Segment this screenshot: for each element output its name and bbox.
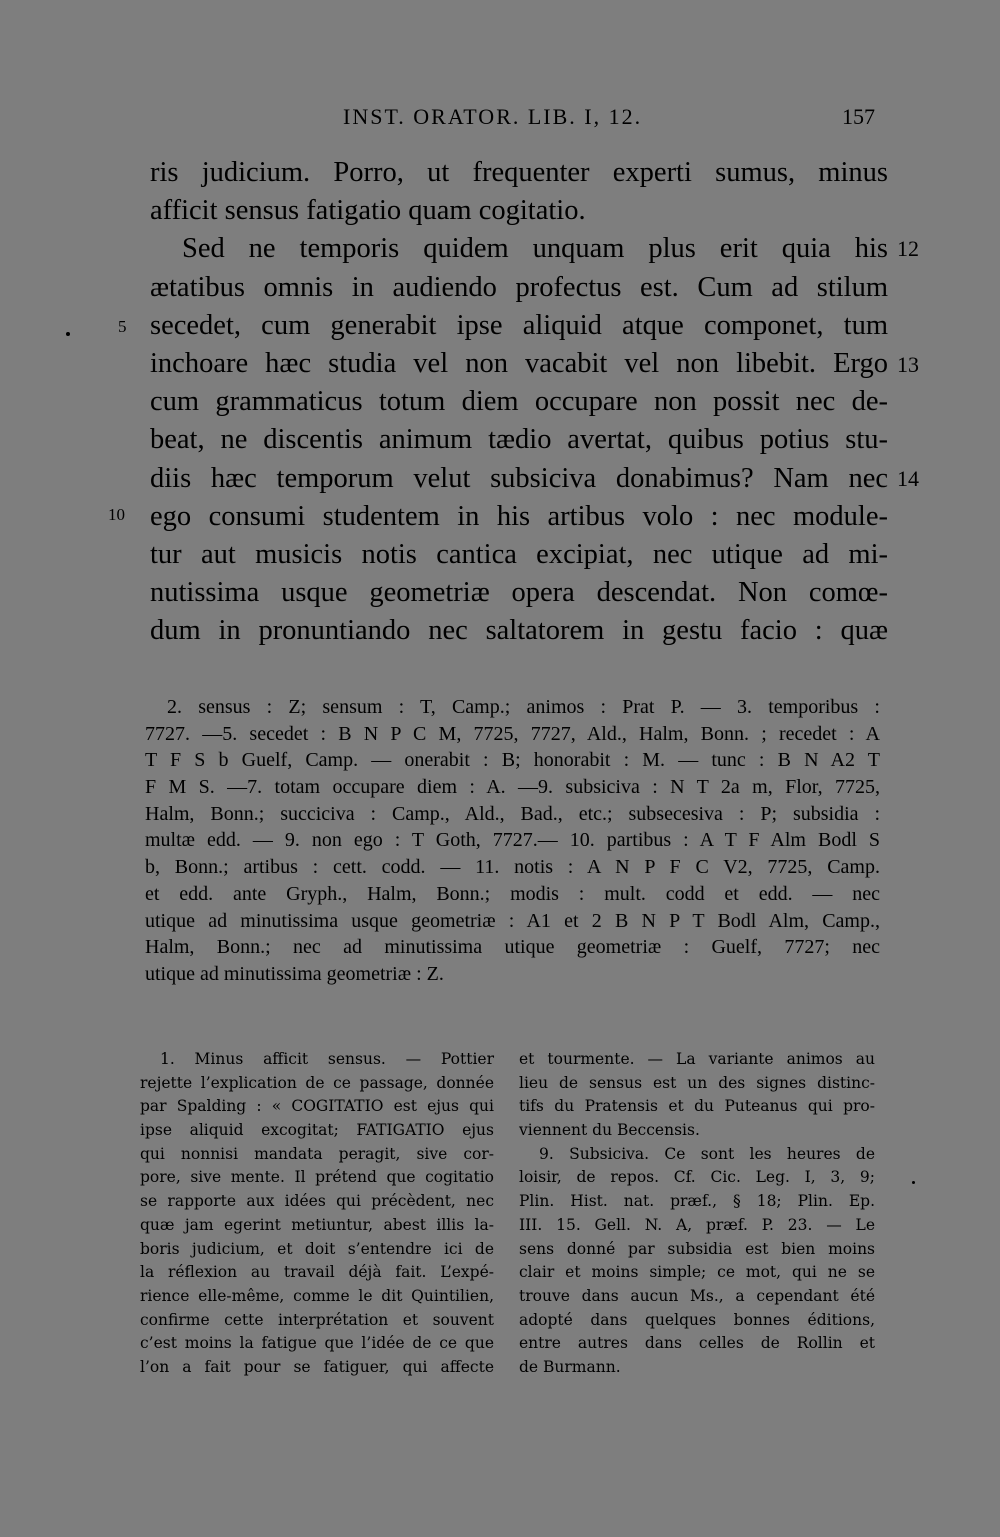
running-title: INST. ORATOR. LIB. I, 12. (343, 104, 643, 129)
apparatus-line: utique ad minutissima geometriæ : Z. (145, 962, 444, 985)
apparatus-line: Halm, Bonn.; nec ad minutissima utique geometriæ : Guelf, 7727; nec (145, 936, 880, 959)
apparatus-line: et edd. ante Gryph., Halm, Bonn.; modis : mult. codd et edd. — nec (145, 882, 880, 905)
apparatus-line: b, Bonn.; artibus : cett. codd. — 11. notis : A N P F C V2, 7725, Camp. (145, 856, 880, 879)
note-line: clair et moins simple; ce mot, qui ne se (519, 1263, 875, 1282)
running-header (343, 104, 875, 136)
text-line: inchoare hæc studia vel non vacabit vel non libebit. Ergo (150, 347, 888, 379)
line-number: 5 (118, 317, 127, 336)
text-line: cum grammaticus totum diem occupare non possit nec de- (150, 386, 888, 418)
note-line: Plin. Hist. nat. præf., § 18; Plin. Ep. (519, 1192, 875, 1211)
note-line: trouve dans aucun Ms., a cependant été (519, 1286, 875, 1305)
commentary-right-column (519, 1048, 875, 1380)
note-line: ipse aliquid excogitat; FATIGATIO ejus (140, 1121, 494, 1140)
text-line: afficit sensus fatigatio quam cogitatio. (150, 195, 586, 227)
note-line: sens donné par subsidia est bien moins (519, 1239, 875, 1258)
main-latin-text (150, 154, 888, 650)
note-line: loisir, de repos. Cf. Cic. Leg. I, 3, 9; (519, 1168, 875, 1187)
margin-mark (66, 332, 70, 336)
note-line: qui nonnisi mandata peragit, sive cor- (140, 1144, 494, 1163)
text-line: Sed ne temporis quidem unquam plus erit quia his (182, 233, 888, 265)
note-line: rience elle-même, comme le dit Quintilien, (140, 1286, 494, 1305)
critical-apparatus (145, 694, 880, 988)
note-line: confirme cette interprétation et souvent (140, 1310, 494, 1329)
commentary-left-column (140, 1048, 494, 1380)
page-number: 157 (842, 104, 875, 129)
apparatus-line: Halm, Bonn.; succiciva : Camp., Ald., Bad., etc.; subsecesiva : P; subsidia : (145, 802, 880, 825)
note-line: quæ jam egerint metiuntur, abest illis la- (140, 1215, 494, 1234)
section-number: 14 (897, 466, 919, 491)
note-line: par Spalding : « COGITATIO est ejus qui (140, 1097, 494, 1116)
note-line: 9. Subsiciva. Ce sont les heures de (539, 1144, 875, 1163)
section-number: 13 (897, 352, 919, 377)
line-number: 10 (108, 505, 125, 524)
note-line: adopté dans quelques bonnes éditions, (519, 1310, 875, 1329)
section-number: 12 (897, 236, 919, 261)
apparatus-line: multæ edd. — 9. non ego : T Goth, 7727.— 10. partibus : A T F Alm Bodl S (145, 829, 880, 852)
note-line: 1. Minus afficit sensus. — Pottier (160, 1050, 494, 1068)
text-line: dum in pronuntiando nec saltatorem in gestu facio : quæ (150, 615, 888, 647)
note-line: rejette l’explication de ce passage, donnée (140, 1073, 494, 1092)
apparatus-line: 7727. —5. secedet : B N P C M, 7725, 7727, Ald., Halm, Bonn. ; recedet : A (145, 722, 880, 745)
text-line: ætatibus omnis in audiendo profectus est. Cum ad stilum (150, 271, 888, 303)
text-line: nutissima usque geometriæ opera descendat. Non comœ- (150, 577, 888, 609)
note-line: se rapporte aux idées qui précèdent, nec (140, 1192, 494, 1211)
text-line: ris judicium. Porro, ut frequenter experti sumus, minus (150, 157, 888, 188)
text-line: tur aut musicis notis cantica excipiat, nec utique ad mi- (150, 538, 888, 570)
text-line: secedet, cum generabit ipse aliquid atque componet, tum (150, 309, 888, 341)
text-line: diis hæc temporum velut subsiciva donabimus? Nam nec (150, 462, 888, 494)
note-line: III. 15. Gell. N. A, præf. P. 23. — Le (519, 1215, 875, 1234)
note-line: entre autres dans celles de Rollin et (519, 1334, 875, 1353)
note-line: viennent du Beccensis. (519, 1121, 700, 1140)
note-line: la réflexion au travail déjà fait. L’expé- (140, 1263, 494, 1282)
note-line: boris judicium, et doit s’entendre ici de (140, 1239, 494, 1258)
apparatus-line: T F S b Guelf, Camp. — onerabit : B; honorabit : M. — tunc : B N A2 T (145, 749, 880, 772)
note-line: de Burmann. (519, 1357, 621, 1376)
note-line: pore, sive mente. Il prétend que cogitatio (140, 1168, 494, 1187)
apparatus-line: F M S. —7. totam occupare diem : A. —9. subsiciva : N T 2a m, Flor, 7725, (145, 776, 880, 799)
margin-mark (912, 1181, 915, 1184)
text-line: ego consumi studentem in his artibus volo : nec module- (150, 500, 888, 532)
note-line: c’est moins la fatigue que l’idée de ce que (140, 1334, 494, 1353)
text-line: beat, ne discentis animum tædio avertat, quibus potius stu- (150, 424, 888, 456)
note-line: tifs du Pratensis et du Puteanus qui pro- (519, 1097, 875, 1116)
apparatus-line: utique ad minutissima usque geometriæ : A1 et 2 B N P T Bodl Alm, Camp., (145, 909, 880, 932)
note-line: l’on a fait pour se fatiguer, qui affecte (140, 1357, 494, 1376)
note-line: lieu de sensus est un des signes distinc- (519, 1073, 875, 1092)
apparatus-line: 2. sensus : Z; sensum : T, Camp.; animos : Prat P. — 3. temporibus : (167, 696, 880, 718)
note-line: et tourmente. — La variante animos au (519, 1050, 875, 1068)
